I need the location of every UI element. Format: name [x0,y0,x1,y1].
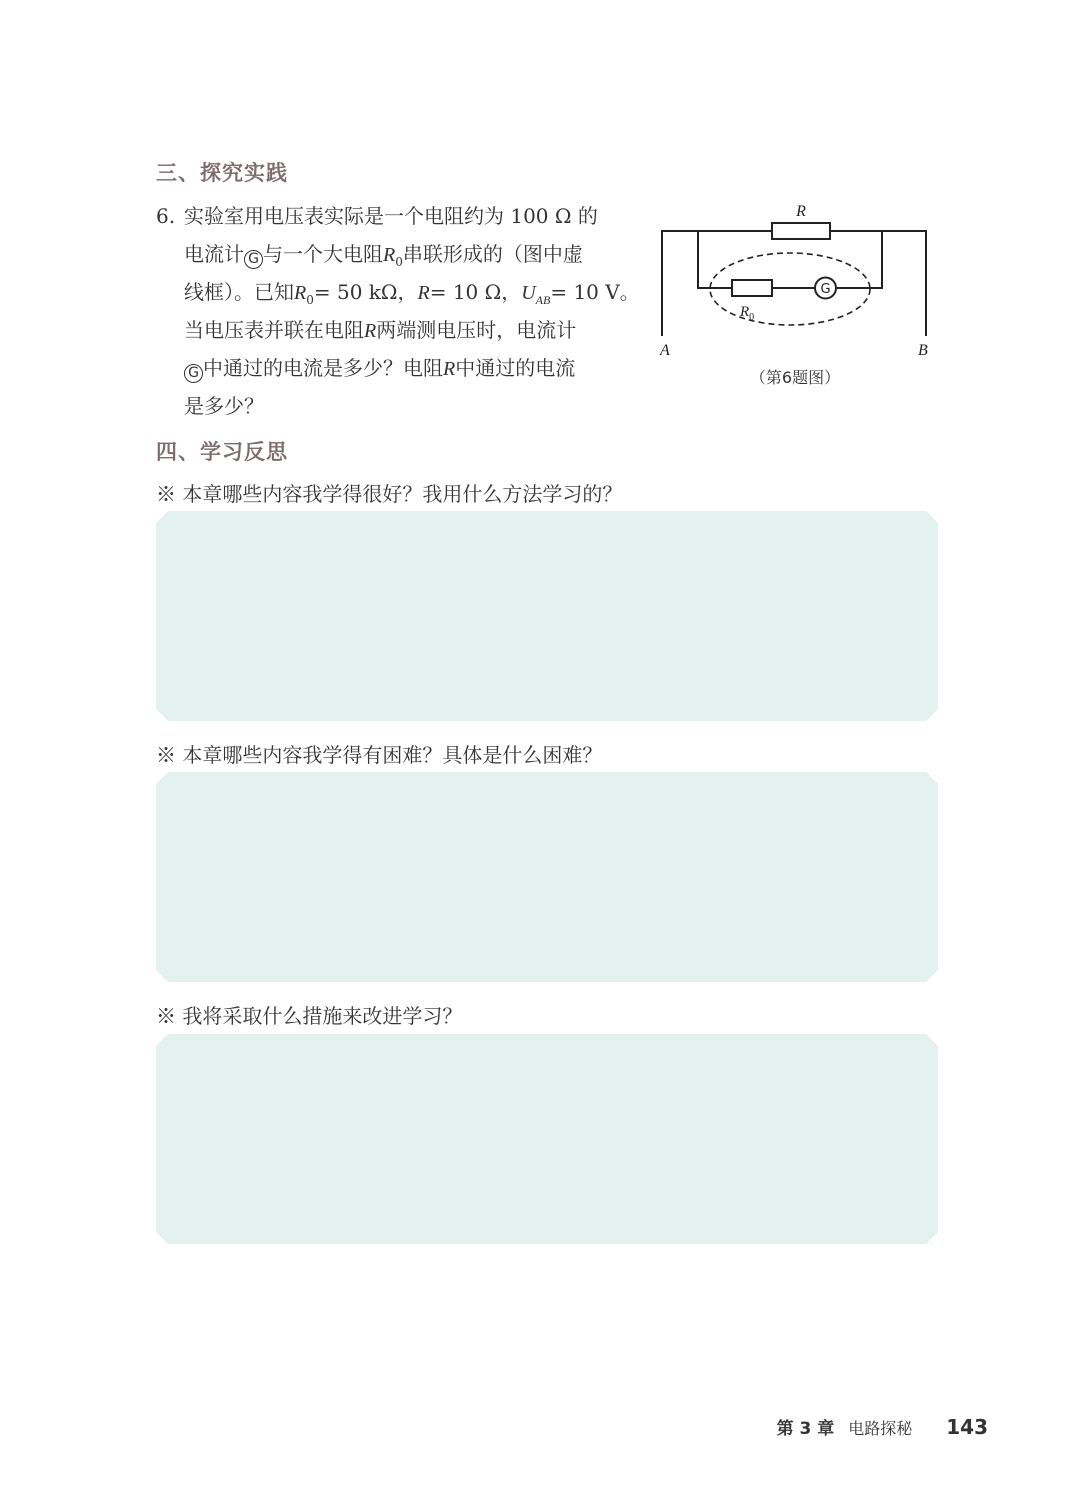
circuit-figure [655,195,940,395]
question-6-text [184,197,640,425]
wire-right [830,231,926,336]
answer-box-2[interactable] [156,772,938,982]
page-number: 143 [946,1415,988,1439]
reflection-prompt-1: ※ 本章哪些内容我学得很好？我用什么方法学习的？ [156,482,623,506]
question-line-3: 线框）。已知$R_0= 50$ kΩ，R= 10 Ω，$U_{AB}= 10$ V。 [184,280,640,307]
wire-branch-right [836,231,882,288]
question-line-6: 是多少？ [184,394,264,418]
resistor-r0 [732,280,772,296]
answer-box-3[interactable] [156,1034,938,1244]
page-footer [777,1414,988,1439]
reflection-prompt-3: ※ 我将采取什么措施来改进学习？ [156,1004,463,1028]
question-line-1: 实验室用电压表实际是一个电阻约为 100 Ω 的 [184,204,598,228]
footer-chapter: 第 3 章 [776,1419,835,1439]
question-line-2: 电流计 G 与一个大电阻$R_0$串联形成的（图中虚 [184,242,583,269]
wire-branch-left [698,231,732,288]
galvanometer-symbol: G [184,364,203,383]
footer-chapter-title: 电路探秘 [848,1419,913,1438]
label-r: R [796,203,806,220]
label-a: A [660,342,670,359]
galvanometer-symbol: G [244,250,263,269]
label-r0: $R_0$ [740,304,755,323]
label-b: B [918,342,928,359]
section-title-practice: 三、探究实践 [156,161,288,185]
question-line-4: 当电压表并联在电阻R两端测电压时，电流计 [184,318,577,342]
question-number: 6. [156,204,176,228]
resistor-r [772,223,830,239]
question-line-5: G 中通过的电流是多少？电阻R中通过的电流 [184,349,629,387]
reflection-prompt-2: ※ 本章哪些内容我学得有困难？具体是什么困难？ [156,743,603,767]
answer-box-1[interactable] [156,511,938,721]
section-title-reflection: 四、学习反思 [156,440,288,464]
figure-caption: （第6题图） [749,368,841,387]
label-g: G [820,282,831,297]
circuit-diagram [655,195,940,365]
